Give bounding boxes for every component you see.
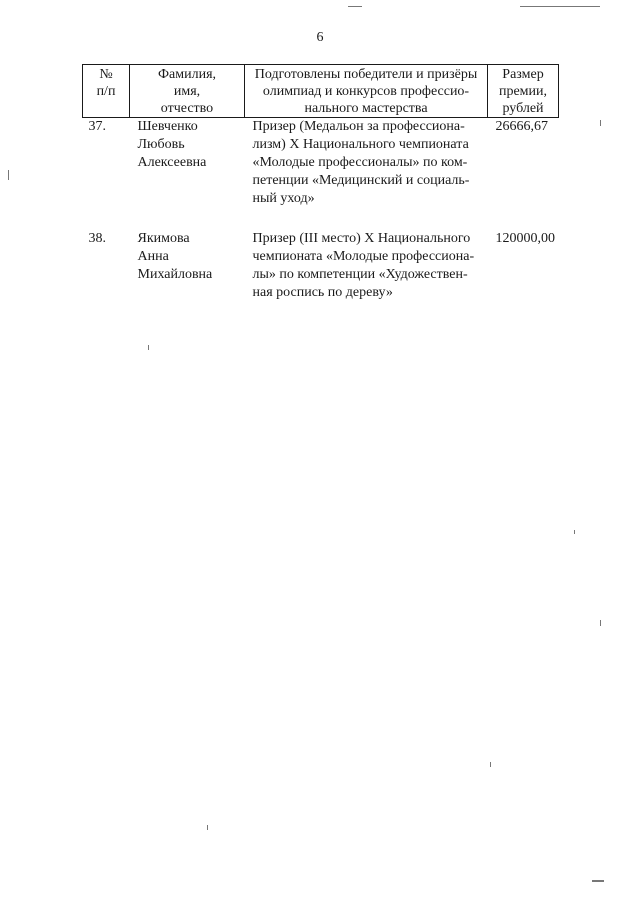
scan-artifact [592, 880, 604, 882]
row-award-amount: 26666,67 [495, 119, 548, 134]
scan-artifact [574, 530, 575, 534]
awards-table [82, 64, 559, 302]
row-achievement: Призер (III место) X Национального чемпионата «Молодые профессиона- лы» по компетенции «Художествен- ная роспись по дереву» [252, 231, 475, 300]
scan-artifact [490, 762, 491, 767]
row-award-amount: 120000,00 [495, 231, 555, 246]
row-full-name: Якимова Анна Михайловна [137, 231, 213, 282]
table-row [83, 230, 559, 302]
scan-artifact [207, 825, 208, 830]
scan-artifact [600, 120, 601, 126]
row-spacer [83, 208, 559, 230]
header-achievement: Подготовлены победители и призёры олимпиад и конкурсов профессио- нального мастерства [245, 65, 488, 118]
scan-artifact [348, 6, 362, 7]
header-award-amount: Размер премии, рублей [488, 65, 559, 118]
header-number: № п/п [83, 65, 130, 118]
row-full-name: Шевченко Любовь Алексеевна [137, 119, 207, 170]
table-row [83, 118, 559, 209]
table-header-row [83, 65, 559, 118]
scan-artifact [520, 6, 600, 7]
scan-artifact [8, 170, 9, 180]
scan-artifact [600, 620, 601, 626]
row-number: 37. [88, 119, 106, 134]
row-number: 38. [88, 231, 106, 246]
page-number: 6 [316, 30, 324, 45]
header-full-name: Фамилия, имя, отчество [130, 65, 245, 118]
row-achievement: Призер (Медальон за профессиона- лизм) X Национального чемпионата «Молодые профессионалы» по ком- петенции «Медицинский и социаль- ный уход» [252, 119, 470, 206]
scan-artifact [148, 345, 149, 350]
